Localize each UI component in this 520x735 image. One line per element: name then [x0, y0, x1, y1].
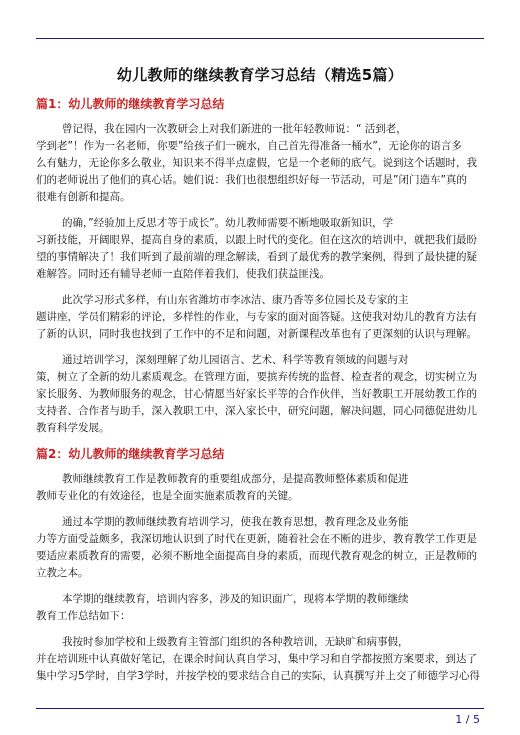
header-rule — [36, 38, 484, 39]
text-line-content: 的确，”经验加上反思才等于成长”。幼儿教师需要不断地吸取新知识，学 — [62, 217, 394, 229]
text-line — [36, 352, 484, 369]
text-line: 们的老师说出了他们的真心话。她们说：我们也很想组织好每一节活动，可是”闭门造车”真的 — [36, 174, 467, 186]
text-line: 力等方面受益颇多，我深切地认识到了时代在更新，随着社会在不断的进步，教育教学工作更是 — [36, 533, 477, 545]
document-title: 幼儿教师的继续教育学习总结（精选5篇） — [116, 66, 404, 84]
paragraph — [36, 292, 484, 343]
paragraph — [36, 121, 484, 206]
text-line-content: 曾记得，我在园内一次教研会上对我们新进的一批年轻教师说：“ 活到老， — [62, 123, 407, 135]
text-line: 了新的认识，同时我也找到了工作中的不足和问题，对新课程改革也有了更深刻的认识与理解。 — [36, 328, 477, 340]
text-line — [36, 471, 484, 488]
page-indicator: 1 / 5 — [455, 713, 480, 726]
text-line: 教师专业化的有效途径，也是全面实施素质教育的关键。 — [36, 490, 299, 502]
text-line-content: 教师继续教育工作是教师教育的重要组成部分，是提高教师整体素质和促进 — [62, 473, 409, 485]
text-line — [36, 634, 484, 651]
text-line — [36, 121, 484, 138]
section-heading: 篇1：幼儿教师的继续教育学习总结 — [36, 97, 225, 111]
text-line: 策，树立了全新的幼儿素质观念。在管理方面，要摈弃传统的监督、检查者的观念，切实树立为 — [36, 371, 477, 383]
section-heading: 篇2：幼儿教师的继续教育学习总结 — [36, 447, 225, 461]
text-line-content: 本学期的继续教育，培训内容多，涉及的知识面广，现将本学期的教师继续 — [62, 593, 409, 605]
text-line: 题讲座，学员们精彩的评论，多样性的作业，与专家的面对面答疑。这使我对幼儿的教育方法有 — [36, 311, 477, 323]
text-line: 望的事情解决了！我们听到了最前端的理念解读，看到了最优秀的教学案例，得到了最快捷的疑 — [36, 251, 477, 263]
paragraph — [36, 352, 484, 437]
text-line — [36, 215, 484, 232]
text-line-content: 此次学习形式多样，有山东省潍坊市李冰洁、康乃香等多位园长及专家的主 — [62, 294, 409, 306]
text-line: 么有魅力，无论你多么敬业，知识来不得半点虚假，它是一个老师的底气。说到这个话题时，我 — [36, 157, 477, 169]
paragraph — [36, 591, 484, 625]
text-line: 教育工作总结如下： — [36, 610, 131, 622]
document-body — [36, 96, 484, 694]
text-line: 教育科学发展。 — [36, 422, 110, 434]
text-line: 要适应素质教育的需要，必须不断地全面提高自身的素质，而现代教育观念的树立，正是教师的 — [36, 550, 477, 562]
text-line — [36, 292, 484, 309]
text-line: 支持者、合作者与助手，深入教职工中，深入家长中，研究问题，解决问题，同心同德促进幼儿 — [36, 405, 477, 417]
text-line-content: 通过本学期的教师继续教育培训学习，使我在教育思想，教育理念及业务能 — [62, 516, 409, 528]
text-line: 学到老”！作为一名老师，你要”给孩子们一碗水，自己首先得准备一桶水”，无论你的语言多 — [36, 140, 462, 152]
text-line: 集中学习5学时，自学3学时，并按学校的要求结合自己的实际，认真撰写并上交了师德学习心得 — [36, 670, 480, 682]
text-line: 立教之本。 — [36, 567, 89, 579]
text-line-content: 通过培训学习，深刻理解了幼儿园语言、艺术、科学等教育领域的问题与对 — [62, 354, 409, 366]
text-line — [36, 514, 484, 531]
paragraph — [36, 471, 484, 505]
text-line: 很难有创新和提高。 — [36, 191, 131, 203]
footer-rule — [36, 708, 484, 709]
text-line: 难解答。同时还有辅导老师一直陪伴着我们，使我们获益匪浅。 — [36, 268, 330, 280]
paragraph — [36, 634, 484, 685]
text-line — [36, 591, 484, 608]
text-line: 家长服务、为教师服务的观念，甘心情愿当好家长平等的合作伙伴，当好教职工开展幼教工作的 — [36, 388, 477, 400]
text-line: 并在培训班中认真做好笔记，在课余时间认真自学习，集中学习和自学都按照方案要求，到达了 — [36, 653, 477, 665]
text-line: 习新技能，开阔眼界，提高自身的素质，以跟上时代的变化。但在这次的培训中，就把我们最盼 — [36, 234, 477, 246]
paragraph — [36, 215, 484, 283]
paragraph — [36, 514, 484, 582]
text-line-content: 我按时参加学校和上级教育主管部门组织的各种教培训，无缺旷和病事假， — [62, 636, 409, 648]
